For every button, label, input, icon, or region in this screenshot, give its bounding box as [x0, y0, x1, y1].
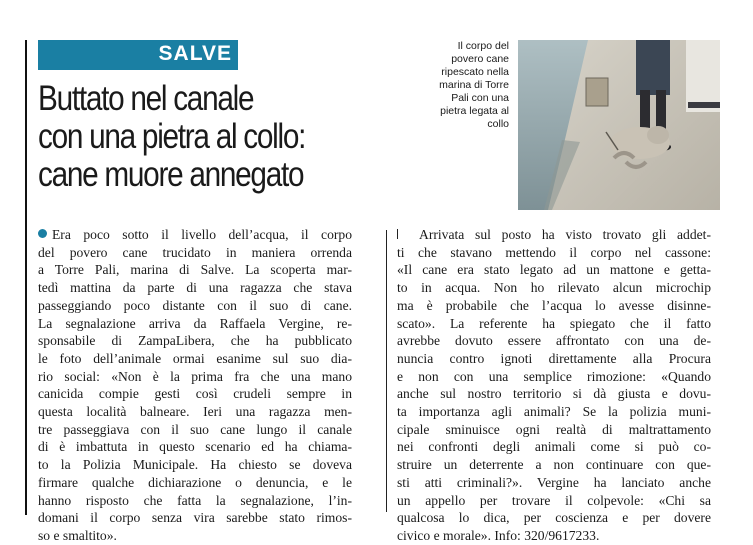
caption-line: Pali con una: [451, 92, 509, 104]
kicker-label: SALVE: [158, 42, 232, 65]
body-line: sponsabile di ZampaLibera, che ha pubblicato: [38, 333, 352, 349]
body-line: struire un deterrente a non continuare con que-: [397, 457, 711, 473]
dog-on-dock-photo-icon: [518, 40, 720, 210]
caption-line: povero cane: [451, 53, 509, 65]
column-divider: [386, 230, 387, 512]
body-line: le foto dell’animale ormai esanime sul suo dia-: [38, 350, 352, 366]
body-line: «Il cane era stato legato ad un mattone e getta-: [397, 262, 711, 278]
body-line: La segnalazione arriva da Raffaela Vergine, re-: [38, 315, 352, 331]
body-line: tedì mattina da parte di una ragazza che stava: [38, 280, 352, 296]
body-line: to la Polizia Municipale. Ha chiesto se doveva: [38, 457, 352, 473]
body-line: a Torre Pali, marina di Salve. La scoperta mar-: [38, 262, 352, 278]
body-line: Arrivata sul posto ha visto trovato gli addet-: [419, 227, 711, 242]
body-line: hanno risposto che fatta la segnalazione, l’in-: [38, 492, 352, 508]
headline-line: Buttato nel canale: [38, 79, 254, 118]
body-line: to in acqua. Non ho rilevato alcun microchip: [397, 280, 711, 296]
article-headline: [38, 80, 327, 194]
body-line: sti atti criminali?». Vergine ha lanciato anche: [397, 474, 711, 490]
body-line: firmare qualche dichiarazione o denuncia, e le: [38, 474, 352, 490]
body-line: rio social: «Non è la prima fra che una mano: [38, 368, 352, 384]
body-line: del povero cane trucidato in maniera orrenda: [38, 244, 352, 260]
body-line: scato». La referente ha spiegato che il fatto: [397, 315, 711, 331]
caption-line: Il corpo del: [457, 40, 509, 52]
body-line: so e smaltito».: [38, 527, 117, 543]
body-line: domani il corpo senza vira sarebbe stato rimos-: [38, 510, 352, 526]
body-line: qualcosa lo dica, per coscienza e per dovere: [397, 510, 711, 526]
body-line: anche sul nostro territorio si dà giusta e dovu-: [397, 386, 711, 402]
body-line: nuncia contro ignoti direttamente alla Procura: [397, 350, 711, 366]
left-margin-rule: [25, 40, 27, 515]
article-body-right-column: [397, 226, 711, 545]
headline-line: cane muore annegato: [38, 155, 304, 194]
photo-caption: [405, 40, 509, 131]
body-line: avrebbe dovuto essere affrontato con una de-: [397, 333, 711, 349]
body-line: un appello per trovare il colpevole: «Chi sa: [397, 492, 711, 508]
body-line: cipale sminuisce ogni realtà di maltrattamento: [397, 421, 711, 437]
body-line: passeggiando poco distante con il suo di cane.: [38, 297, 352, 313]
article-photo: [518, 40, 720, 210]
caption-line: ripescato nella: [441, 66, 509, 78]
body-line: questa località balneare. Ieri una ragazza men-: [38, 404, 352, 420]
body-line: canicida compie gesti così crudeli sempre in: [38, 386, 352, 402]
body-line: nei confronti degli animali come si può co-: [397, 439, 711, 455]
article-body-left-column: [38, 226, 352, 545]
body-line: tre passeggiava con il suo cane lungo il canale: [38, 421, 352, 437]
headline-line: con una pietra al collo:: [38, 117, 306, 156]
body-line: civico e morale». Info: 320/9617233.: [397, 527, 600, 543]
caption-line: collo: [487, 118, 509, 130]
bullet-dot-icon: [38, 229, 47, 238]
body-line: di è imbattuta in questo scenario ed ha chiama-: [38, 439, 352, 455]
caption-line: marina di Torre: [439, 79, 509, 91]
body-line: ta importanza agli animali? Se la polizia muni-: [397, 404, 711, 420]
body-line: e non con una semplice rimozione: «Quando: [397, 368, 711, 384]
body-line: ma è probabile che l’acqua lo avesse disinne-: [397, 297, 711, 313]
section-kicker: [38, 40, 238, 70]
body-line: ti che stavano mettendo il corpo nel cassone:: [397, 244, 711, 260]
body-line: Era poco sotto il livello dell’acqua, il corpo: [38, 226, 352, 244]
caption-line: pietra legata al: [440, 105, 509, 117]
